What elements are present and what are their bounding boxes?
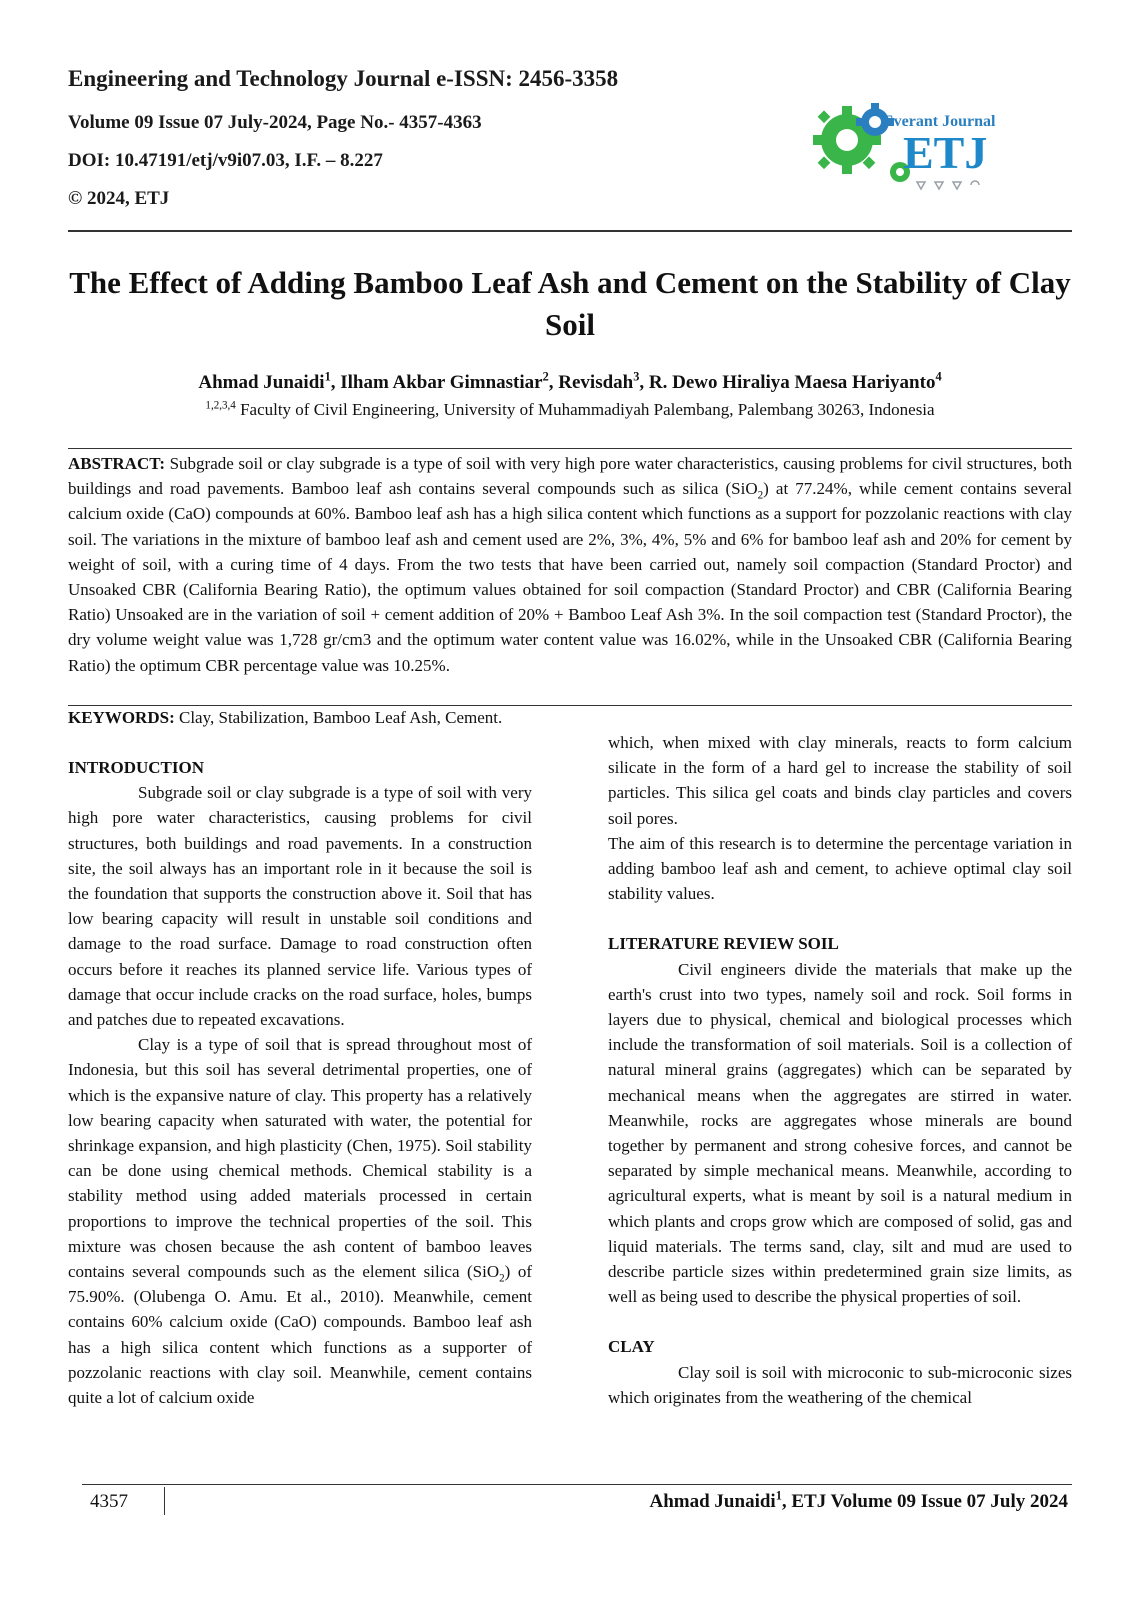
footer-author: Ahmad Junaidi <box>649 1491 776 1512</box>
left-column <box>68 730 532 1410</box>
author-separator: , <box>548 372 559 393</box>
abstract <box>68 451 1072 678</box>
affiliation <box>68 400 1072 420</box>
author-sup: 2 <box>542 369 549 384</box>
intro-paragraph-3: which, when mixed with clay minerals, reacts to form calcium silicate in the form of a hard gel to increase the stability of soil particles. This silica gel coats and binds clay particles and covers soil pores. <box>608 733 1072 828</box>
abstract-text-cont: ) at 77.24%, while cement contains several calcium oxide (CaO) compounds at 60%. Bamboo leaf ash has a high silica content which functions as a support for pozzolanic reactions with clay soil. The variations in the mixture of bamboo leaf ash and cement used are 2%, 3%, 4%, 5% and 6% for bamboo leaf ash and 20% for cement by weight of soil, with a curing time of 4 days. From the two tests that have been carried out, namely soil compaction (Standard Proctor) and Unsoaked CBR (California Bearing Ratio), the optimum values obtained for soil compaction (Standard Proctor) and CBR (California Bearing Ratio) Unsoaked are in the variation of soil + cement addition of 20% + Bamboo Leaf Ash 3%. In the soil compaction test (Standard Proctor), the dry volume weight value was 1,728 gr/cm3 and the optimum water content value was 16.02%, while in the Unsoaked CBR (California Bearing Ratio) the optimum CBR percentage value was 10.25%. <box>68 479 1073 675</box>
logo-top-text: Everant Journal <box>883 113 996 130</box>
spacer <box>68 730 532 755</box>
page-number: 4357 <box>90 1491 128 1512</box>
clay-paragraph-1: Clay soil is soil with microconic to sub-microconic sizes which originates from the weathering of the chemical <box>608 1362 1072 1407</box>
author-name: R. Dewo Hiraliya Maesa Hariyanto <box>648 372 936 393</box>
journal-logo <box>805 92 1020 202</box>
author-separator: , <box>639 372 649 393</box>
abstract-label: ABSTRACT: <box>68 454 165 473</box>
abstract-top-rule <box>68 448 1072 449</box>
abstract-subscript: 2 <box>757 489 764 502</box>
spacer <box>608 1309 1072 1334</box>
doi-line: DOI: 10.47191/etj/v9i07.03, I.F. – 8.227 <box>68 150 383 171</box>
keywords-label: KEYWORDS: <box>68 708 175 727</box>
volume-line: Volume 09 Issue 07 July-2024, Page No.- 4357-4363 <box>68 112 482 133</box>
abstract-bottom-rule <box>68 705 1072 706</box>
literature-paragraph-1: Civil engineers divide the materials that make up the earth's crust into two types, namely soil and rock. Soil forms in layers due to physical, chemical and biological processes which include the transformation of soil materials. Soil is a collection of natural mineral grains (aggregates) which can be separated by mechanical means when the aggregates are stirred in water. Meanwhile, rocks are aggregates whose minerals are bound together by permanent and strong cohesive forces, and cannot be separated by simple mechanical means. Meanwhile, according to agricultural experts, what is meant by soil is a natural medium in which plants and crops grow which are composed of solid, gas and liquid materials. The terms sand, clay, silt and mud are used to describe particle sizes within predetermined grain size limits, as well as being used to describe the physical properties of soil. <box>608 959 1072 1307</box>
abstract-text: Subgrade soil or clay subgrade is a type of soil with very high pore water characteristics, causing problems for civil structures, both buildings and road pavements. Bamboo leaf ash contains several compounds such as silica (SiO <box>68 454 1072 499</box>
intro-paragraph-2 <box>68 1032 532 1410</box>
right-column <box>608 730 1072 1410</box>
paper-title: The Effect of Adding Bamboo Leaf Ash and Cement on the Stability of Clay Soil <box>69 265 1071 342</box>
intro-paragraph-2-cont: ) of 75.90%. (Olubenga O. Amu. Et al., 2010). Meanwhile, cement contains 60% calcium oxide (CaO) compounds. Bamboo leaf ash has a high silica content which functions as a supporter of pozzolanic reactions with clay soil. Meanwhile, cement contains quite a lot of calcium oxide <box>68 1262 533 1408</box>
intro-paragraph-4: The aim of this research is to determine the percentage variation in adding bamboo leaf ash and cement, to achieve optimal clay soil stability values. <box>608 833 1072 904</box>
author-sup: 4 <box>935 369 942 384</box>
logo-main-text: ETJ <box>903 127 988 178</box>
triangle-row-icon <box>917 181 979 189</box>
intro-paragraph-2-text: Clay is a type of soil that is spread throughout most of Indonesia, but this soil has several detrimental properties, one of which is the expansive nature of clay. This property has a relatively low bearing capacity when saturated with water, the potential for shrinkage expansion, and high plasticity (Chen, 1975). Soil stability can be done using chemical methods. Chemical stability is a stability method using added materials processed in certain proportions to improve the technical properties of the soil. This mixture was chosen because the ash content of bamboo leaves contains several compounds such as the element silica (SiO <box>68 1035 532 1282</box>
keywords <box>68 708 502 728</box>
affiliation-text: Faculty of Civil Engineering, University of Muhammadiyah Palembang, Palembang 30263, Indonesia <box>240 400 935 419</box>
footer-citation <box>649 1488 1069 1513</box>
footer-sup: 1 <box>775 1488 782 1503</box>
section-heading-introduction: INTRODUCTION <box>68 758 205 777</box>
intro-subscript: 2 <box>499 1272 505 1285</box>
header-divider <box>68 230 1072 232</box>
footer-issue: , ETJ Volume 09 Issue 07 July 2024 <box>781 1491 1068 1512</box>
author-list <box>68 369 1072 394</box>
author-name: Ilham Akbar Gimnastiar <box>340 372 543 393</box>
author-name: Ahmad Junaidi <box>198 372 325 393</box>
copyright-line: © 2024, ETJ <box>68 188 170 209</box>
section-heading-clay: CLAY <box>608 1337 655 1357</box>
author-name: Revisdah <box>558 372 634 393</box>
affiliation-sup: 1,2,3,4 <box>205 399 236 412</box>
footer-rule <box>82 1484 1072 1485</box>
intro-paragraph-1: Subgrade soil or clay subgrade is a type of soil with very high pore water characteristics, causing problems for civil structures, both buildings and road pavements. In a construction site, the soil always has an important role in it because the soil is the foundation that supports the construction above it. Soil that has low bearing capacity will result in unstable soil conditions and damage to the road surface. Damage to road construction often occurs before it reaches its planned service life. Various types of damage that occur include cracks on the road surface, holes, bumps and patches due to repeated excavations. <box>68 783 532 1030</box>
footer-divider <box>164 1487 165 1515</box>
spacer <box>608 906 1072 931</box>
keywords-text: Clay, Stabilization, Bamboo Leaf Ash, Cement. <box>174 708 503 727</box>
journal-title: Engineering and Technology Journal e-ISSN: 2456-3358 <box>68 66 619 91</box>
author-sup: 3 <box>633 369 640 384</box>
author-separator: , <box>330 372 341 393</box>
section-heading-literature: LITERATURE REVIEW SOIL <box>608 934 839 954</box>
author-sup: 1 <box>324 369 331 384</box>
